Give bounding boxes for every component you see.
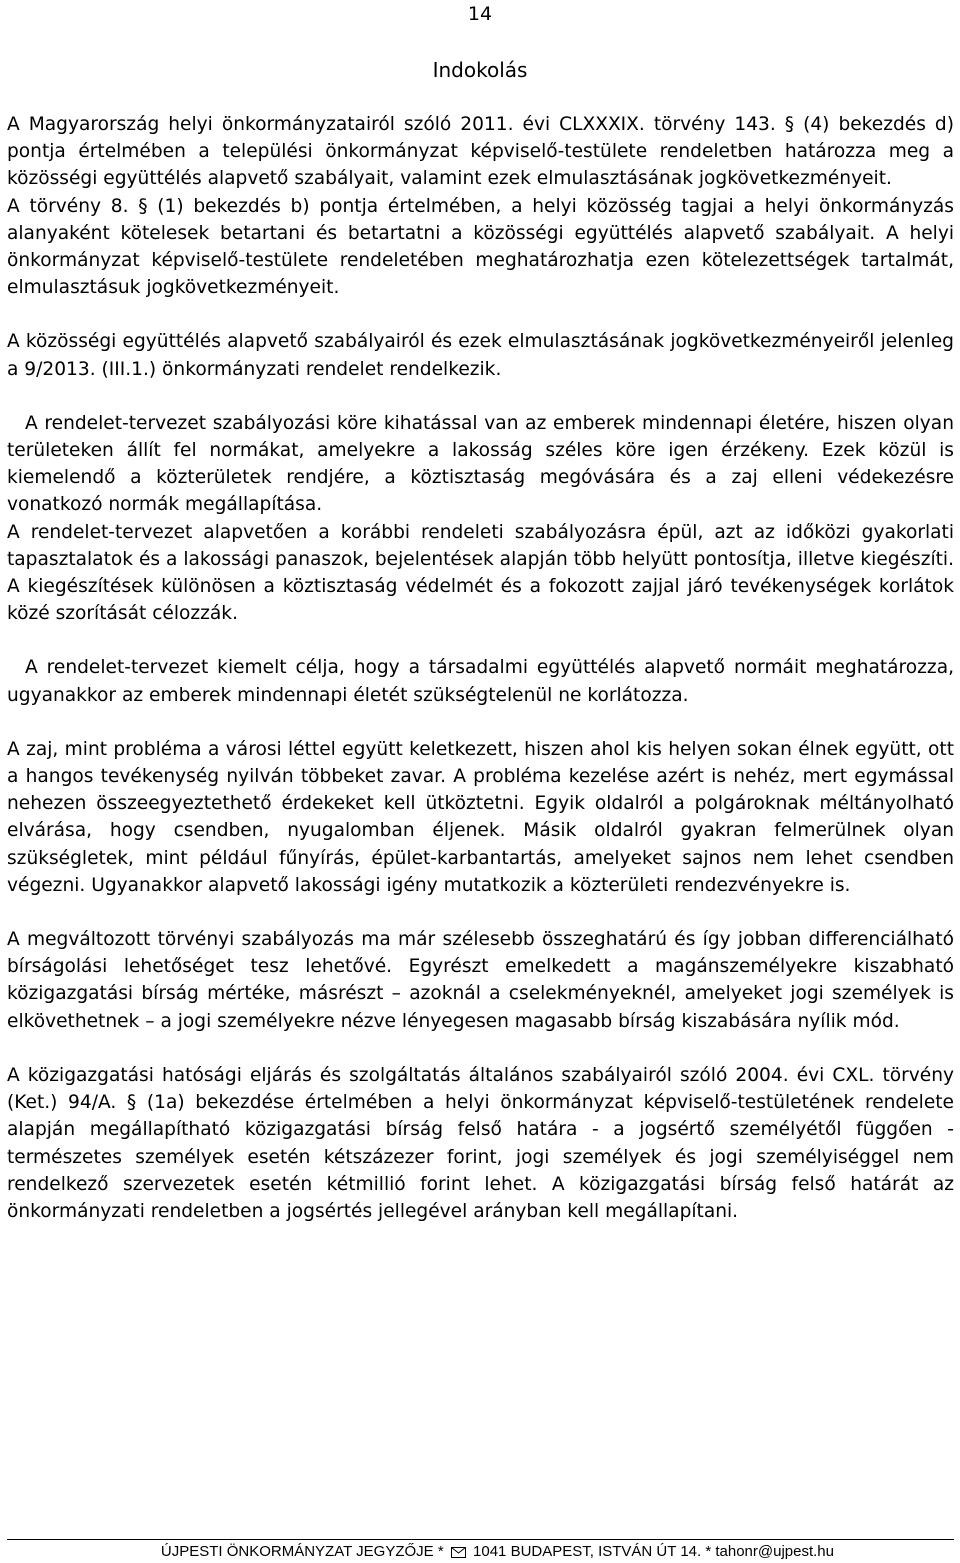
- footer-divider: [7, 1539, 954, 1540]
- paragraph-fine-limits: A közigazgatási hatósági eljárás és szolgáltatás általános szabályairól szóló 2004. évi CXL. törvény (Ket.) 94/A. § (1a) bekezdése értelmében a helyi önkormányzat képviselő-testületének rendelete alapján megállapítható közigazgatási bírság felső határa - a jogsértő személyétől függően - természetes személyek esetén kétszázezer forint, jogi személyek és jogi személyiséggel nem rendelkező szervezetek esetén kétmillió forint lehet. A közigazgatási bírság felső határát az önkormányzati rendeletben a jogsértés jellegével arányban kell megállapítani.: [7, 1064, 954, 1222]
- page-number: 14: [467, 3, 493, 25]
- footer-office: ÚJPESTI ÖNKORMÁNYZAT JEGYZŐJE *: [160, 1543, 444, 1560]
- paragraph-current-regulation: A közösségi együttélés alapvető szabályairól és ezek elmulasztásának jogkövetkezményeiről jelenleg a 9/2013. (III.1.) önkormányzati rendelet rendelkezik.: [7, 331, 954, 380]
- paragraph-draft-goal: [7, 654, 954, 708]
- paragraph-noise-problem: A zaj, mint probléma a városi léttel együtt keletkezett, hiszen ahol kis helyen sokan élnek együtt, ott a hangos tevékenység nyilván többeket zavar. A probléma kezelése azért is nehéz, mert egymással nehezen összeegyeztethető érdekeket kell ütköztetni. Egyik oldalról a polgároknak méltányolható elvárása, hogy csendben, nyugalomban éljenek. Másik oldalról gyakran felmerülnek olyan szükségletek, mint például fűnyírás, épület-karbantartás, amelyeket sajnos nem lehet csendben végezni. Ugyanakkor alapvető lakossági igény mutatkozik a közterületi rendezvényekre is.: [7, 738, 954, 896]
- envelope-icon: [451, 1545, 466, 1563]
- paragraph-draft-goal-text: A rendelet-tervezet kiemelt célja, hogy a társadalmi együttélés alapvető normáit meghatározza, ugyanakkor az emberek mindennapi életét szükségtelenül ne korlátozza.: [7, 657, 954, 706]
- paragraph-fine-regulation: A megváltozott törvényi szabályozás ma már szélesebb összeghatárú és így jobban differenciálható bírságolási lehetőséget tesz lehetővé. Egyrészt emelkedett a magánszemélyekre kiszabható közigazgatási bírság mértéke, másrészt – azoknál a cselekményeknél, amelyeket jogi személyek is elkövethetnek – a jogi személyekre nézve lényegesen magasabb bírság kiszabására nyílik mód.: [7, 929, 954, 1032]
- paragraph-regulatory-scope: [7, 410, 954, 519]
- footer-address: 1041 BUDAPEST, ISTVÁN ÚT 14. * tahonr@ujpest.hu: [473, 1543, 834, 1560]
- paragraph-community-duties: A törvény 8. § (1) bekezdés b) pontja értelmében, a helyi közösség tagjai a helyi önkormányzás alanyaként kötelesek betartani és betartatni a közösségi együttélés alapvető szabályait. A helyi önkormányzat képviselő-testülete rendeletében meghatározhatja ezen kötelezettségek tartalmát, elmulasztásuk jogkövetkezményeit.: [7, 195, 954, 299]
- paragraph-regulatory-scope-text: A rendelet-tervezet szabályozási köre kihatással van az emberek mindennapi életére, hiszen olyan területeken állít fel normákat, amelyekre a lakosság széles köre igen érzékeny. Ezek közül is kiemelendő a közterületek rendjére, a köztisztaság megóvására és a zaj elleni védekezésre vonatkozó normák megállapítása.: [7, 412, 954, 516]
- document-body: [7, 111, 954, 1225]
- document-title: Indokolás: [432, 58, 528, 82]
- page-footer: [0, 1543, 960, 1563]
- paragraph-legal-basis: A Magyarország helyi önkormányzatairól szóló 2011. évi CLXXXIX. törvény 143. § (4) bekezdés d) pontja értelmében a települési önkormányzat képviselő-testülete rendeletben határozza meg a közösségi együttélés alapvető szabályait, valamint ezek elmulasztásának jogkövetkezményeit.: [7, 114, 954, 190]
- paragraph-draft-basis: A rendelet-tervezet alapvetően a korábbi rendeleti szabályozásra épül, azt az időközi gyakorlati tapasztalatok és a lakossági panaszok, bejelentések alapján több helyütt pontosítja, illetve kiegészíti. A kiegészítések különösen a köztisztaság védelmét és a fokozott zajjal járó tevékenységek korlátok közé szorítását célozzák.: [7, 521, 954, 625]
